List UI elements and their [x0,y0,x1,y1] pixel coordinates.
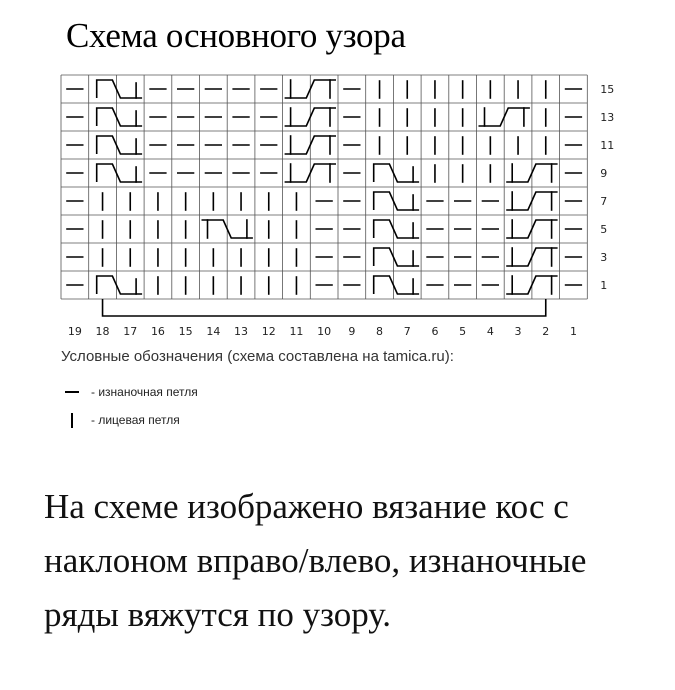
column-number-label: 15 [178,325,193,338]
column-number-label: 10 [317,325,332,338]
column-number-label: 2 [542,325,550,338]
row-number-label: 15 [600,83,615,96]
cable-cross-right [374,192,419,210]
column-number-label: 5 [459,325,467,338]
row-number-label: 5 [600,223,608,236]
row-number-label: 13 [600,111,615,124]
column-number-label: 16 [150,325,165,338]
repeat-bracket [103,299,546,316]
column-number-label: 3 [514,325,522,338]
legend-label-knit: - лицевая петля [91,413,180,427]
column-number-label: 19 [67,325,82,338]
cable-cross-right [374,276,419,294]
column-number-label: 7 [403,325,411,338]
column-number-label: 11 [289,325,304,338]
column-number-label: 4 [486,325,494,338]
cable-cross-right [97,80,142,98]
column-number-label: 1 [569,325,577,338]
cable-cross-right [97,164,142,182]
column-number-label: 6 [431,325,439,338]
column-number-label: 12 [261,325,276,338]
row-number-label: 9 [600,167,608,180]
legend-item-purl [65,383,198,401]
column-number-label: 13 [234,325,249,338]
cable-cross-right [97,108,142,126]
row-number-label: 3 [600,251,608,264]
cable-cross-right [97,136,142,154]
legend-title: Условные обозначения (схема составлена на tamica.ru): [61,348,454,365]
cable-cross-right [374,248,419,266]
cable-cross-right [374,164,419,182]
row-number-label: 7 [600,195,608,208]
purl-symbol-icon [65,383,87,401]
knit-symbol-icon [65,411,87,429]
cable-cross-right [374,220,419,238]
chart-title: Схема основного узора [66,16,406,55]
column-number-label: 9 [348,325,356,338]
row-number-label: 1 [600,279,608,292]
row-number-label: 11 [600,139,615,152]
column-number-label: 18 [95,325,110,338]
column-number-label: 14 [206,325,221,338]
legend-label-purl: - изнаночная петля [91,385,198,399]
column-number-label: 8 [376,325,384,338]
column-number-label: 17 [123,325,138,338]
legend-item-knit [65,411,180,429]
cable-cross-right [97,276,142,294]
caption-text: На схеме изображено вязание кос с наклоном вправо/влево, изнаночные ряды вяжутся по узору. [44,487,587,634]
